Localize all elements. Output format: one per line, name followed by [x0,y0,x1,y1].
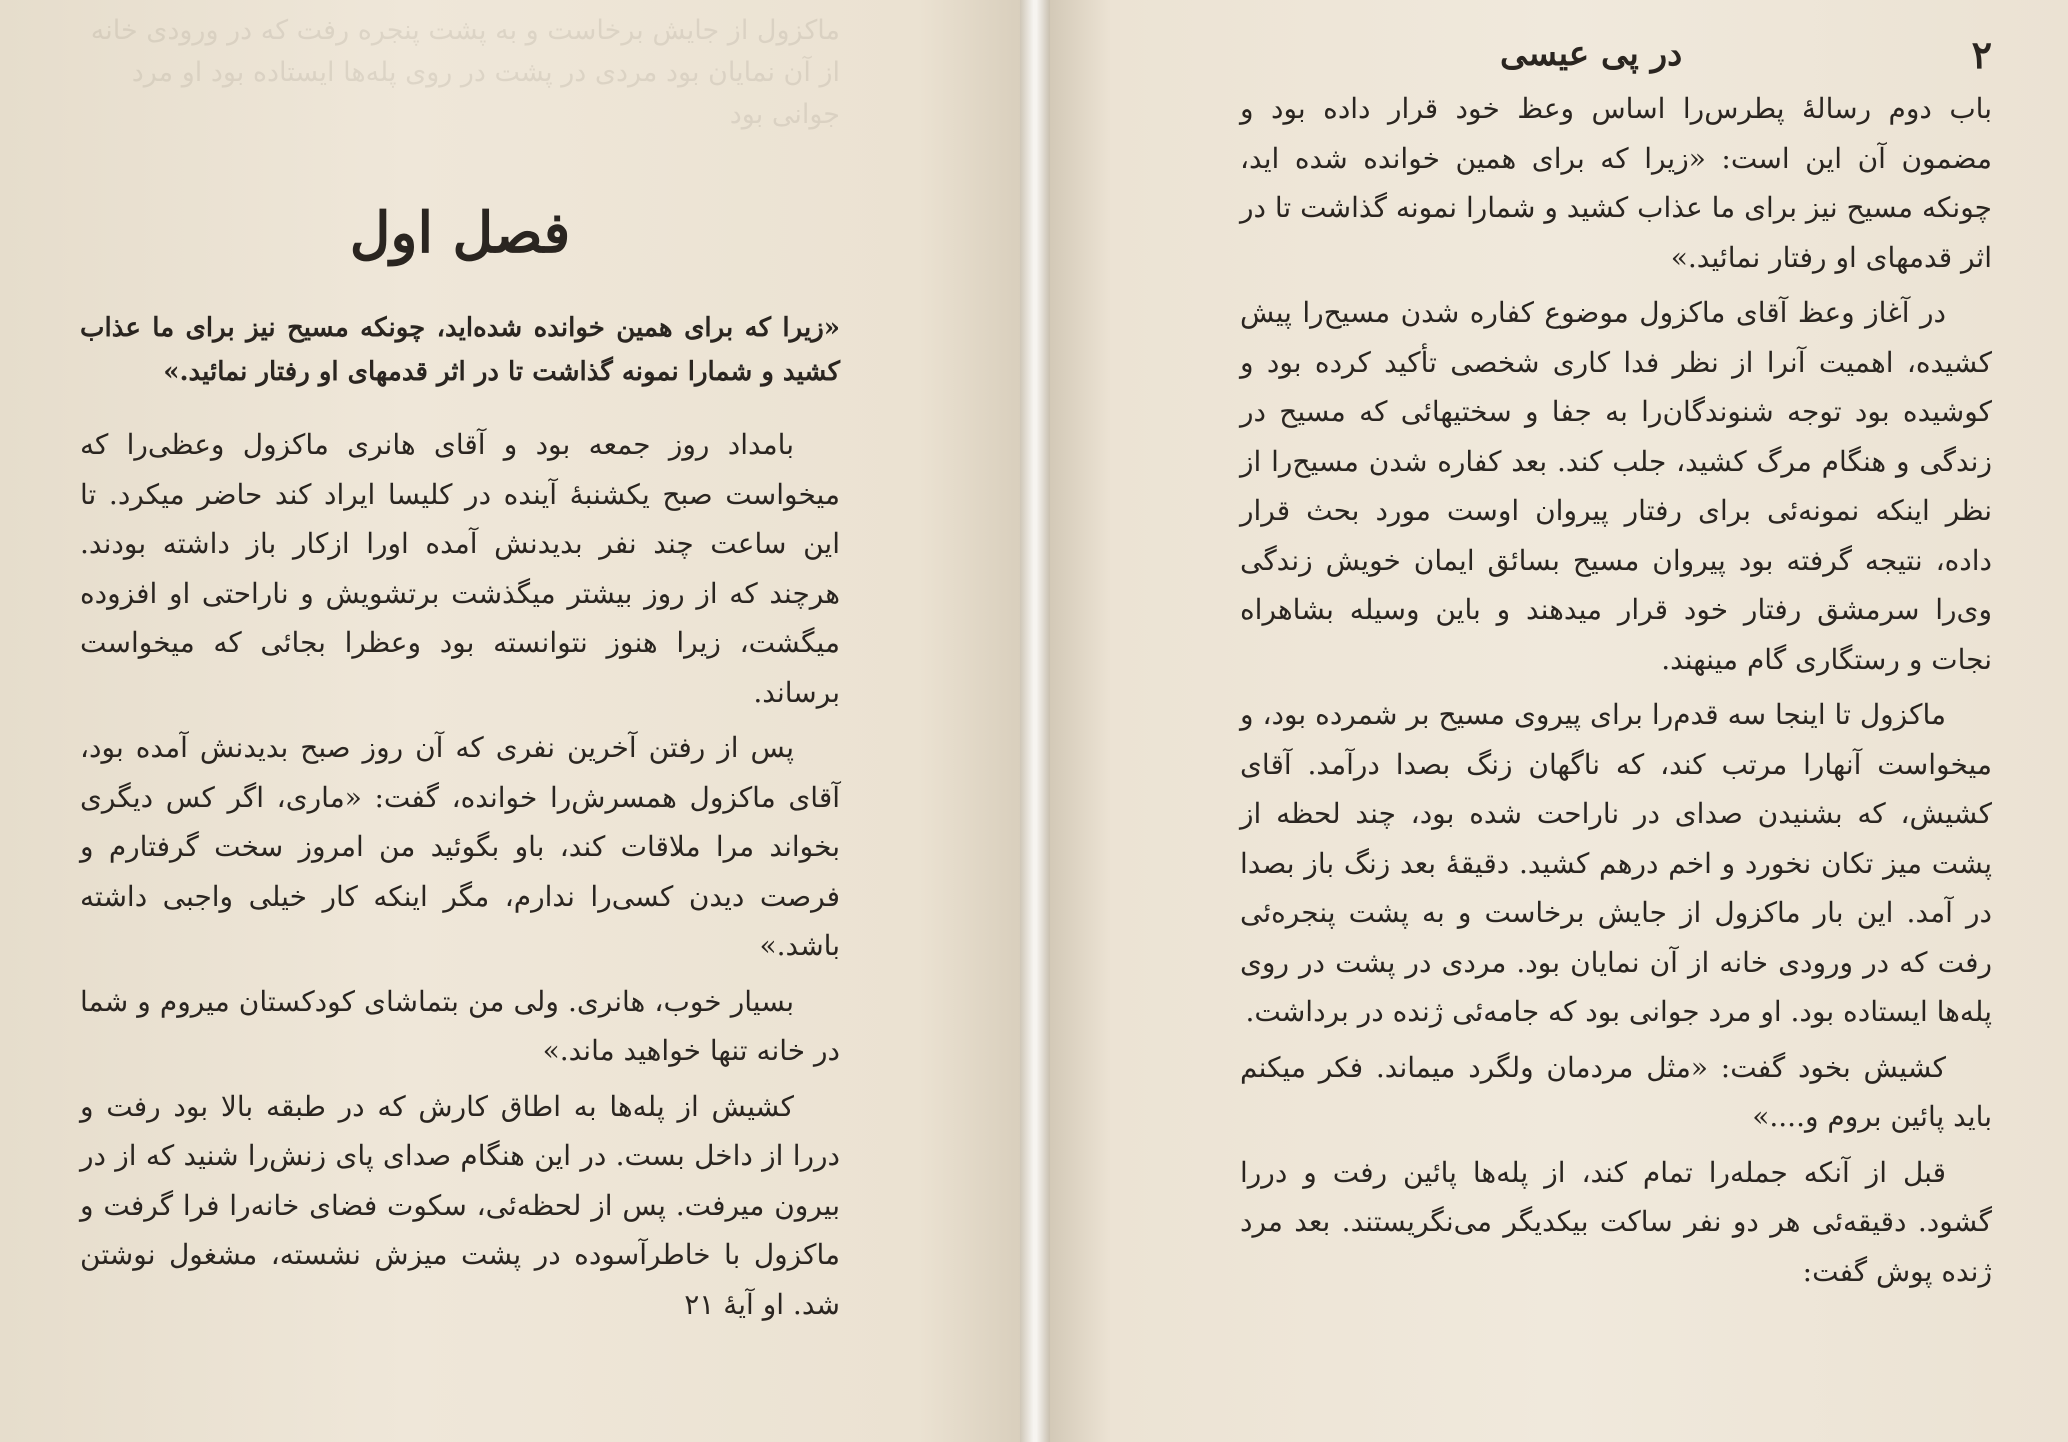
page-number: ۲ [1971,31,1992,77]
right-paragraph-2: در آغاز وعظ آقای ماکزول موضوع کفاره شدن مسیح‌را پیش کشیده، اهمیت آنرا از نظر فدا کاری شخصی تأکید کرده بود و کوشیده بود توجه شنوندگان‌را به جفا و سختیهائی که مسیح در زندگی و هنگام مرگ کشید، جلب کند. بعد کفاره شدن مسیح‌را از نظر اینکه نمونه‌ئی برای رفتار پیروان اوست مورد بحث قرار داده، نتیجه گرفته بود پیروان مسیح بسائق ایمان خویش زندگی وی‌را سرمشق رفتار خود قرار میدهند و باین وسیله بشاهراه نجات و رستگاری گام مینهند. [1240,296,1992,676]
right-paragraph-1: باب دوم رسالهٔ پطرس‌را اساس وعظ خود قرار داده بود و مضمون آن این است: «زیرا که برای همین خوانده شده اید، چونکه مسیح نیز برای ما عذاب کشید و شمارا نمونه گذاشت تا در اثر قدمهای او رفتار نمائید.» [1240,92,1992,274]
left-paragraph-4: کشیش از پله‌ها به اطاق کارش که در طبقه بالا بود رفت و دررا از داخل بست. در این هنگام صدای پای زنش‌را شنید که از در بیرون میرفت. پس از لحظه‌ئی، سکوت فضای خانه‌را فرا گرفت و ماکزول با خاطرآسوده در پشت میزش نشسته، مشغول نوشتن شد. او آیهٔ ۲۱ [80,1089,840,1321]
chapter-epigraph: «زیرا که برای همین خوانده شده‌اید، چونکه مسیح نیز برای ما عذاب کشید و شمارا نمونه گذاشت تا در اثر قدمهای او رفتار نمائید.» [80,313,840,387]
left-paragraph-1: بامداد روز جمعه بود و آقای هانری ماکزول وعظی‌را که میخواست صبح یکشنبهٔ آینده در کلیسا ایراد کند حاضر میکرد. تا این ساعت چند نفر بدیدنش آمده اورا ازکار باز داشته بودند. هرچند که از روز بیشتر میگذشت برتشویش و ناراحتی او افزوده میگشت، زیرا هنوز نتوانسته بود وعظرا بجائی که میخواست برساند. [80,428,840,709]
running-head-title: در پی عیسی [1500,34,1683,74]
chapter-title: فصل اول [349,200,571,266]
right-page [1050,0,2068,1442]
right-paragraph-3: ماکزول تا اینجا سه قدم‌را برای پیروی مسیح بر شمرده بود، و میخواست آنهارا مرتب کند، که ناگهان زنگ بصدا درآمد. آقای کشیش، که بشنیدن صدای در ناراحت شده بود، چند لحظه از پشت میز تکان نخورد و اخم درهم کشید. دقیقهٔ بعد زنگ باز بصدا در آمد. این بار ماکزول از جایش برخاست و به پشت پنجره‌ئی رفت که در ورودی خانه از آن نمایان بود. مردی در پشت در روی پله‌ها ایستاده بود. او مرد جوانی بود که جامه‌ئی ژنده در برداشت. [1240,698,1992,1028]
book-gutter [1020,0,1050,1442]
left-paragraph-2: پس از رفتن آخرین نفری که آن روز صبح بدیدنش آمده بود، آقای ماکزول همسرش‌را خوانده، گفت: «ماری، اگر کس دیگری بخواند مرا ملاقات کند، باو بگوئید من امروز سخت گرفتارم و فرصت دیدن کسی‌را ندارم، مگر اینکه کار خیلی واجبی داشته باشد.» [80,731,840,962]
right-paragraph-4: کشیش بخود گفت: «مثل مردمان ولگرد میماند. فکر میکنم باید پائین بروم و....» [1240,1050,1992,1133]
left-page-content [80,200,840,1335]
left-paragraph-3: بسیار خوب، هانری. ولی من بتماشای کودکستان میروم و شما در خانه تنها خواهید ماند.» [80,984,840,1067]
left-page [0,0,1020,1442]
running-head [1240,30,1992,78]
bleed-through-text: ماکزول از جایش برخاست و به پشت پنجره رفت که در ورودی خانه از آن نمایان بود مردی در پشت در روی پله‌ها ایستاده بود او مرد جوانی بود [90,15,840,130]
right-paragraph-5: قبل از آنکه جمله‌را تمام کند، از پله‌ها پائین رفت و دررا گشود. دقیقه‌ئی هر دو نفر ساکت بیکدیگر می‌نگریستند. بعد مرد ژنده پوش گفت: [1240,1155,1992,1288]
right-page-content [1240,30,1992,1302]
